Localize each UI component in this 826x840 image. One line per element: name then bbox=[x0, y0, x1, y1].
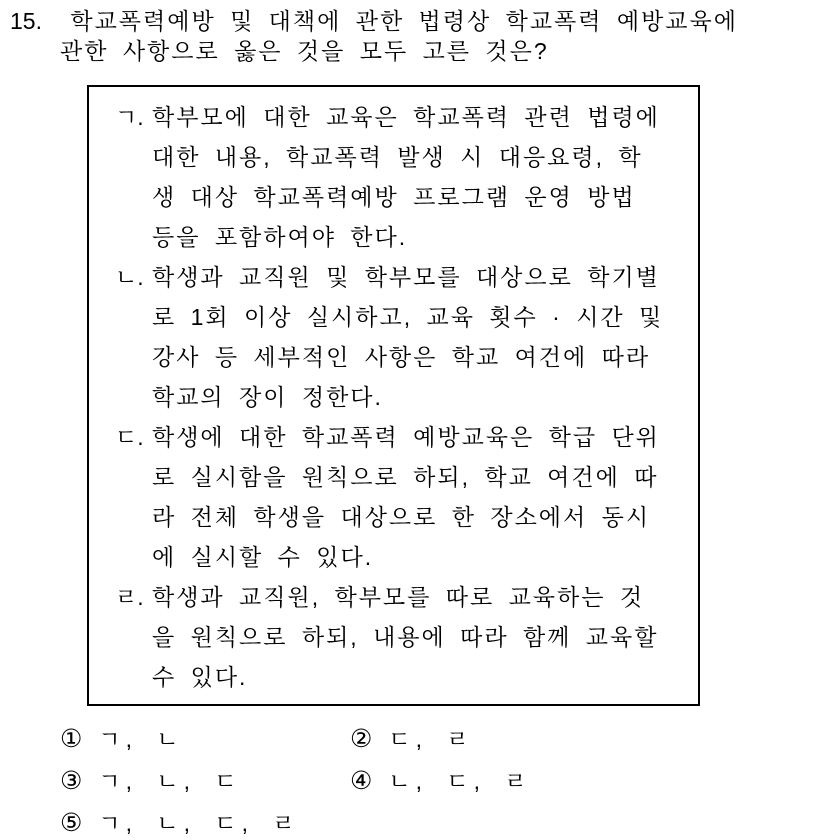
box-item-line: 생 대상 학교폭력예방 프로그램 운영 방법 bbox=[152, 184, 636, 210]
question bbox=[10, 6, 738, 66]
question-line-1 bbox=[10, 6, 738, 36]
item-marker: ㄱ. bbox=[115, 104, 144, 130]
statements-box bbox=[87, 85, 700, 706]
box-item-line bbox=[89, 257, 698, 297]
box-item-d bbox=[89, 417, 698, 577]
choice-option-2 bbox=[350, 724, 474, 754]
question-number: 15. bbox=[10, 8, 42, 34]
choice-number: ② bbox=[350, 725, 373, 753]
box-item-line: 로 1회 이상 실시하고, 교육 횟수 · 시간 및 bbox=[152, 304, 664, 330]
box-item-line: 등을 포함하여야 한다. bbox=[152, 224, 408, 250]
choice-option-5 bbox=[60, 808, 300, 838]
choice-number: ③ bbox=[60, 767, 83, 795]
choice-label: ㄱ, ㄴ bbox=[98, 726, 184, 752]
box-item-line: 대한 내용, 학교폭력 발생 시 대응요령, 학 bbox=[152, 144, 643, 170]
choice-option-3 bbox=[60, 766, 242, 796]
question-text-line2: 관한 사항으로 옳은 것을 모두 고른 것은? bbox=[60, 38, 549, 64]
box-item-n bbox=[89, 257, 698, 417]
box-item-g bbox=[89, 97, 698, 257]
box-item-line bbox=[89, 417, 698, 457]
box-item-line: 을 원칙으로 하되, 내용에 따라 함께 교육할 bbox=[152, 624, 659, 650]
item-text: 학부모에 대한 교육은 학교폭력 관련 법령에 bbox=[152, 104, 660, 130]
box-item-line: 에 실시할 수 있다. bbox=[152, 544, 374, 570]
box-item-line: 로 실시함을 원칙으로 하되, 학교 여건에 따 bbox=[152, 464, 659, 490]
choice-label: ㄷ, ㄹ bbox=[388, 726, 474, 752]
question-text-line1: 학교폭력예방 및 대책에 관한 법령상 학교폭력 예방교육에 bbox=[70, 8, 738, 34]
box-item-r bbox=[89, 577, 698, 697]
item-marker: ㄹ. bbox=[115, 584, 144, 610]
box-item-line bbox=[89, 97, 698, 137]
item-text: 학생에 대한 학교폭력 예방교육은 학급 단위 bbox=[152, 424, 660, 450]
box-item-line: 수 있다. bbox=[152, 664, 248, 690]
choice-option-1 bbox=[60, 724, 184, 754]
choice-number: ④ bbox=[350, 767, 373, 795]
choice-number: ① bbox=[60, 725, 83, 753]
box-item-line: 라 전체 학생을 대상으로 한 장소에서 동시 bbox=[152, 504, 651, 530]
choice-label: ㄴ, ㄷ, ㄹ bbox=[388, 768, 532, 794]
box-item-line: 강사 등 세부적인 사항은 학교 여건에 따라 bbox=[152, 344, 651, 370]
item-text: 학생과 교직원 및 학부모를 대상으로 학기별 bbox=[152, 264, 660, 290]
item-marker: ㄴ. bbox=[115, 264, 144, 290]
box-item-line bbox=[89, 577, 698, 617]
item-marker: ㄷ. bbox=[115, 424, 144, 450]
box-item-line: 학교의 장이 정한다. bbox=[152, 384, 383, 410]
choice-option-4 bbox=[350, 766, 532, 796]
item-text: 학생과 교직원, 학부모를 따로 교육하는 것 bbox=[152, 584, 645, 610]
choice-label: ㄱ, ㄴ, ㄷ, ㄹ bbox=[98, 810, 300, 836]
choice-label: ㄱ, ㄴ, ㄷ bbox=[98, 768, 242, 794]
choice-number: ⑤ bbox=[60, 809, 83, 837]
